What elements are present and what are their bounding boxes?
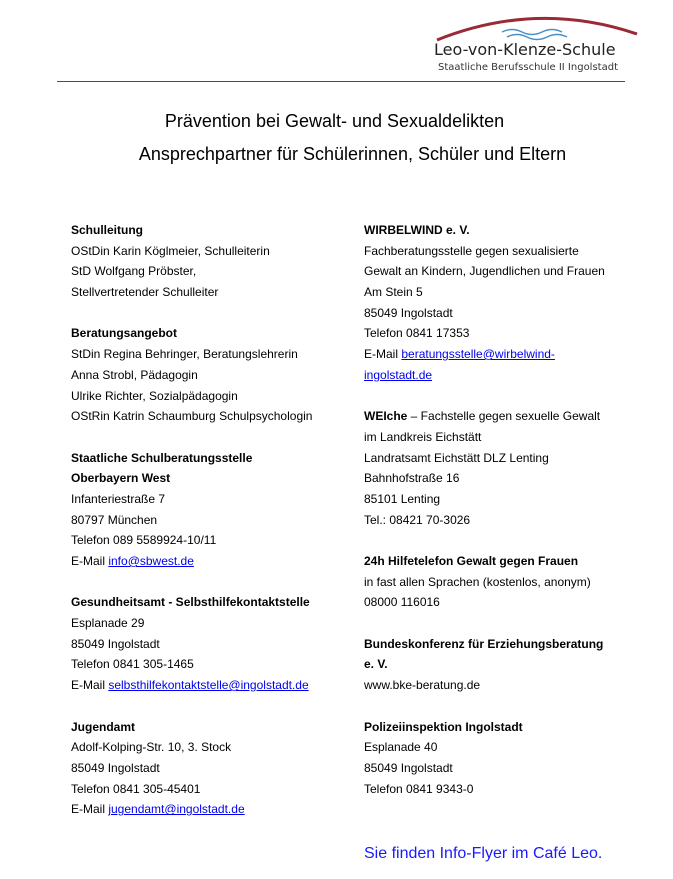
contact-line: 80797 München [71,512,158,527]
contact-beratungsangebot [71,323,351,426]
contact-line: Ulrike Richter, Sozialpädagogin [71,388,238,403]
email-link-selbsthilfe[interactable]: selbsthilfekontaktstelle@ingolstadt.de [108,678,309,693]
contact-line: www.bke-beratung.de [364,678,481,693]
contact-line: in fast allen Sprachen (kostenlos, anonym) [364,574,591,589]
contact-email-line [71,551,351,572]
contact-line: Adolf-Kolping-Str. 10, 3. Stock [71,740,232,755]
contact-line: Fachberatungsstelle gegen sexualisierte [364,243,579,258]
contact-email-line [71,675,351,696]
contact-email-line [71,799,351,820]
contact-line: 85049 Ingolstadt [71,760,160,775]
contact-line: 08000 116016 [364,595,440,610]
email-label: E-Mail [71,678,109,693]
section-heading: e. V. [364,657,388,672]
school-logo [410,0,640,80]
contact-bke [364,634,644,696]
footer-note: Sie finden Info-Flyer im Café Leo. [364,845,603,862]
contact-line: Telefon 0841 305-1465 [71,657,194,672]
section-heading: WEIche [364,409,408,424]
section-heading: Oberbayern West [71,471,171,486]
email-link-wirbelwind[interactable]: beratungsstelle@wirbelwind- [401,347,555,362]
right-column [364,220,644,820]
contact-line: Anna Strobl, Pädagogin [71,367,198,382]
section-heading: Beratungsangebot [71,326,178,341]
contact-hilfetelefon [364,551,644,613]
logo-school-name: Leo-von-Klenze-Schule [434,40,616,59]
contact-line: Telefon 0841 305-45401 [71,781,201,796]
contact-line: Gewalt an Kindern, Jugendlichen und Frauen [364,264,605,279]
page-title: Prävention bei Gewalt- und Sexualdelikten [164,111,505,131]
contact-line: Telefon 089 5589924-10/11 [71,533,217,548]
section-heading: Gesundheitsamt - Selbsthilfekontaktstelle [71,595,310,610]
contact-polizei [364,717,644,800]
contact-line: Telefon 0841 9343-0 [364,781,474,796]
logo-arc-icon [432,10,642,44]
contact-line: Infanteriestraße 7 [71,491,166,506]
section-heading: Schulleitung [71,223,143,237]
contact-line: OStRin Katrin Schaumburg Schulpsychologin [71,409,313,424]
contact-line: OStDin Karin Köglmeier, Schulleiterin [71,243,270,258]
contact-line: 85049 Ingolstadt [364,305,453,320]
contact-schulleitung [71,220,351,303]
contact-line: Esplanade 40 [364,740,438,755]
contact-line: Esplanade 29 [71,616,145,631]
contact-line: 85049 Ingolstadt [71,636,160,651]
contact-email-line [364,365,644,386]
email-label: E-Mail [71,554,109,568]
contact-line: 85049 Ingolstadt [364,760,453,775]
contact-line: Bahnhofstraße 16 [364,471,460,486]
section-heading-rest: – Fachstelle gegen sexuelle Gewalt [407,409,601,424]
contact-line: Tel.: 08421 70-3026 [364,512,471,527]
email-label: E-Mail [71,802,109,817]
contact-gesundheitsamt [71,592,351,695]
contact-line: StDin Regina Behringer, Beratungslehrerin [71,347,298,362]
section-heading: 24h Hilfetelefon Gewalt gegen Frauen [364,554,579,568]
section-heading-line [364,406,644,427]
email-label: E-Mail [364,347,402,362]
contact-line: Landratsamt Eichstätt DLZ Lenting [364,450,549,465]
contact-line: im Landkreis Eichstätt [364,429,482,444]
contact-line: Stellvertretender Schulleiter [71,285,219,300]
contact-line: StD Wolfgang Pröbster, [71,264,197,279]
left-column [71,220,351,841]
page-subtitle: Ansprechpartner für Schülerinnen, Schüler und Eltern [138,144,567,164]
section-heading: Polizeiinspektion Ingolstadt [364,719,523,734]
email-link-wirbelwind-cont[interactable]: ingolstadt.de [364,367,433,382]
contact-line: 85101 Lenting [364,491,441,506]
section-heading: WIRBELWIND e. V. [364,223,470,237]
email-link-jugendamt[interactable]: jugendamt@ingolstadt.de [108,802,245,817]
contact-welche [364,406,644,530]
section-heading: Jugendamt [71,719,136,734]
contact-jugendamt [71,717,351,820]
contact-schulberatungsstelle [71,448,351,572]
contact-email-line [364,344,644,365]
header-divider [57,81,625,82]
contact-wirbelwind [364,220,644,386]
email-link-sbwest[interactable]: info@sbwest.de [108,554,194,568]
section-heading: Staatliche Schulberatungsstelle [71,450,253,465]
logo-subtitle: Staatliche Berufsschule II Ingolstadt [438,62,618,73]
contact-line: Am Stein 5 [364,285,423,300]
contact-line: Telefon 0841 17353 [364,326,470,341]
section-heading: Bundeskonferenz für Erziehungsberatung [364,636,604,651]
